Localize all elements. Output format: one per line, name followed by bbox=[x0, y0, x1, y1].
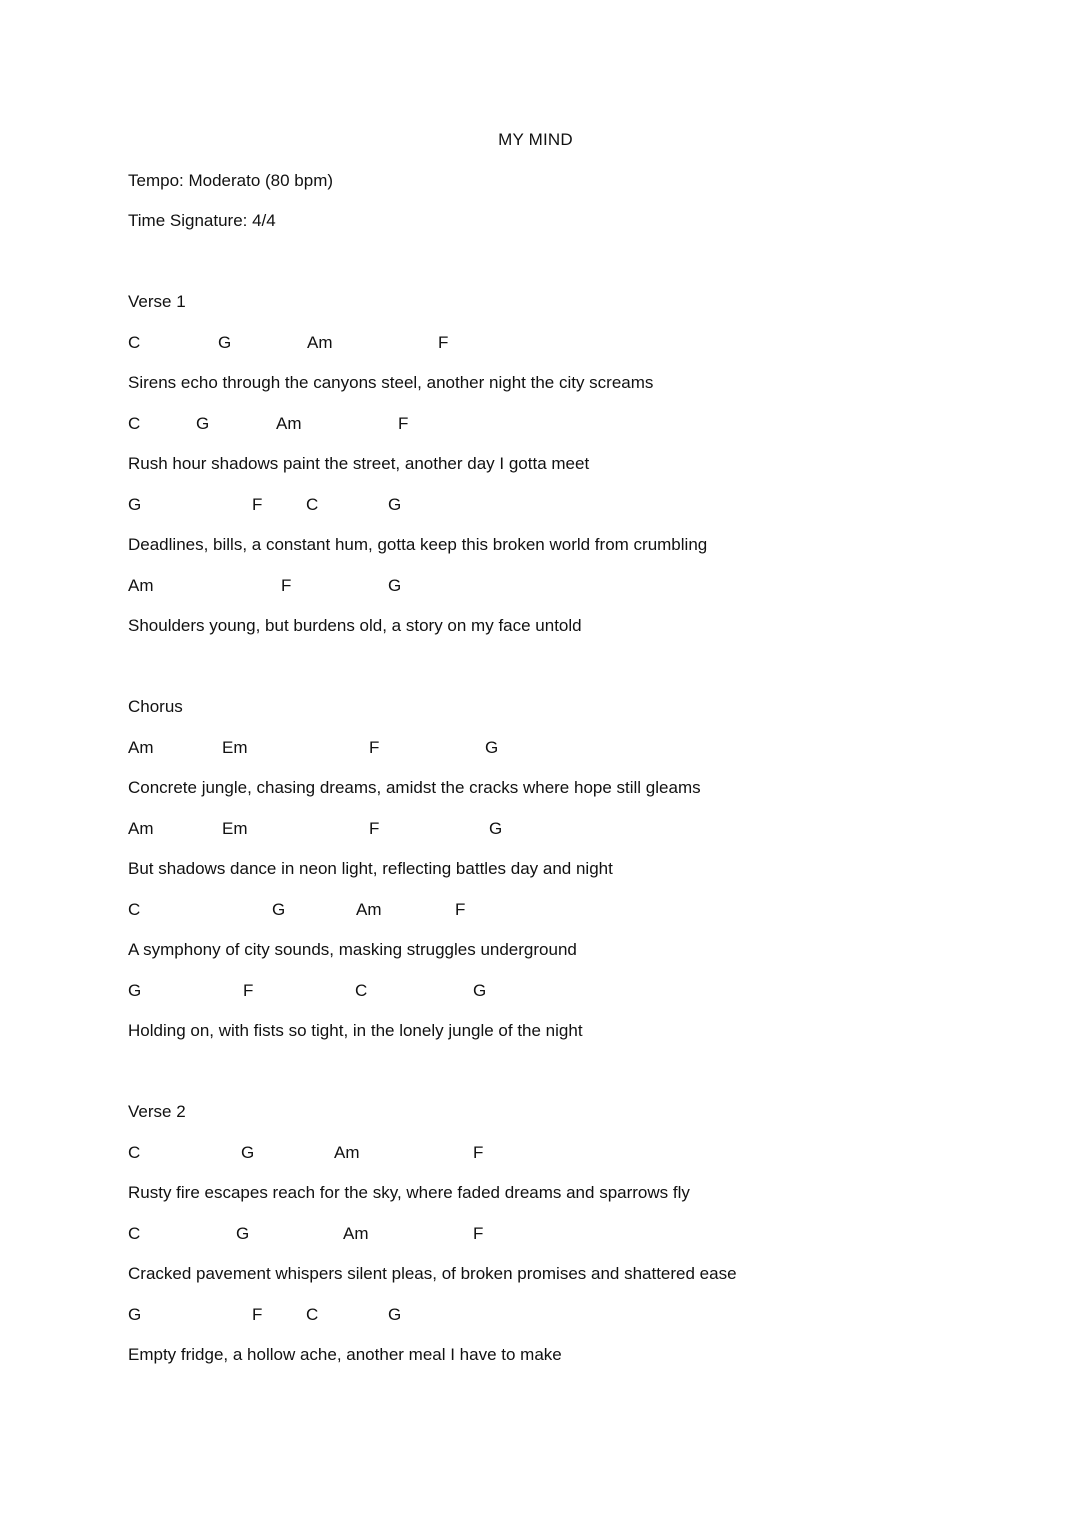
chord: G bbox=[218, 333, 232, 352]
lyric-line: Deadlines, bills, a constant hum, gotta keep this broken world from crumbling bbox=[128, 535, 708, 554]
chord: F bbox=[252, 1305, 263, 1324]
verse1-heading: Verse 1 bbox=[128, 292, 186, 311]
chord-line bbox=[0, 1142, 1071, 1164]
chord: G bbox=[388, 495, 402, 514]
chord-line bbox=[0, 494, 1071, 516]
chord: G bbox=[241, 1143, 255, 1162]
chord: G bbox=[473, 981, 487, 1000]
chord-line bbox=[0, 332, 1071, 354]
chord-line bbox=[0, 1223, 1071, 1245]
chord: Em bbox=[222, 819, 248, 838]
chord-line bbox=[0, 575, 1071, 597]
chord: F bbox=[243, 981, 254, 1000]
chord: G bbox=[388, 1305, 402, 1324]
chord: F bbox=[369, 819, 380, 838]
verse2-heading: Verse 2 bbox=[128, 1102, 186, 1121]
lyric-line: Rush hour shadows paint the street, another day I gotta meet bbox=[128, 454, 590, 473]
lyric-line: Empty fridge, a hollow ache, another meal I have to make bbox=[128, 1345, 562, 1364]
chord: C bbox=[128, 414, 141, 433]
chord: G bbox=[128, 981, 142, 1000]
lyric-line: Cracked pavement whispers silent pleas, of broken promises and shattered ease bbox=[128, 1264, 737, 1283]
chord: C bbox=[128, 333, 141, 352]
chord: G bbox=[236, 1224, 250, 1243]
chord: G bbox=[388, 576, 402, 595]
lyric-line: But shadows dance in neon light, reflecting battles day and night bbox=[128, 859, 613, 878]
chord: F bbox=[369, 738, 380, 757]
chord: G bbox=[128, 495, 142, 514]
time-signature-line: Time Signature: 4/4 bbox=[128, 211, 276, 230]
chord: Am bbox=[128, 819, 154, 838]
chord: Am bbox=[343, 1224, 369, 1243]
chord: C bbox=[128, 1143, 141, 1162]
lyric-line: A symphony of city sounds, masking struggles underground bbox=[128, 940, 577, 959]
chord: Am bbox=[307, 333, 333, 352]
chord: Am bbox=[356, 900, 382, 919]
chord: F bbox=[252, 495, 263, 514]
chord: G bbox=[128, 1305, 142, 1324]
chord: Am bbox=[128, 576, 154, 595]
chord: Am bbox=[276, 414, 302, 433]
chord: C bbox=[306, 1305, 319, 1324]
song-title: MY MIND bbox=[498, 130, 573, 149]
chord: G bbox=[485, 738, 499, 757]
chord: C bbox=[355, 981, 368, 1000]
chorus-heading: Chorus bbox=[128, 697, 183, 716]
chord-line bbox=[0, 818, 1071, 840]
chord: C bbox=[128, 1224, 141, 1243]
chord: F bbox=[473, 1143, 484, 1162]
lyric-line: Concrete jungle, chasing dreams, amidst the cracks where hope still gleams bbox=[128, 778, 701, 797]
chord: G bbox=[272, 900, 286, 919]
chord: Am bbox=[128, 738, 154, 757]
chord-line bbox=[0, 980, 1071, 1002]
chord-line bbox=[0, 899, 1071, 921]
chord: C bbox=[306, 495, 319, 514]
chord-line bbox=[0, 737, 1071, 759]
lyric-line: Holding on, with fists so tight, in the lonely jungle of the night bbox=[128, 1021, 583, 1040]
tempo-line: Tempo: Moderato (80 bpm) bbox=[128, 171, 334, 190]
chord: F bbox=[438, 333, 449, 352]
chord: G bbox=[489, 819, 503, 838]
chord: F bbox=[398, 414, 409, 433]
chord: F bbox=[281, 576, 292, 595]
chord: F bbox=[455, 900, 466, 919]
lyric-line: Rusty fire escapes reach for the sky, where faded dreams and sparrows fly bbox=[128, 1183, 690, 1202]
lyric-line: Shoulders young, but burdens old, a story on my face untold bbox=[128, 616, 582, 635]
chord-line bbox=[0, 413, 1071, 435]
chord: Em bbox=[222, 738, 248, 757]
chord: Am bbox=[334, 1143, 360, 1162]
chord: F bbox=[473, 1224, 484, 1243]
chord: C bbox=[128, 900, 141, 919]
chord-line bbox=[0, 1304, 1071, 1326]
chord: G bbox=[196, 414, 210, 433]
lyric-line: Sirens echo through the canyons steel, another night the city screams bbox=[128, 373, 654, 392]
